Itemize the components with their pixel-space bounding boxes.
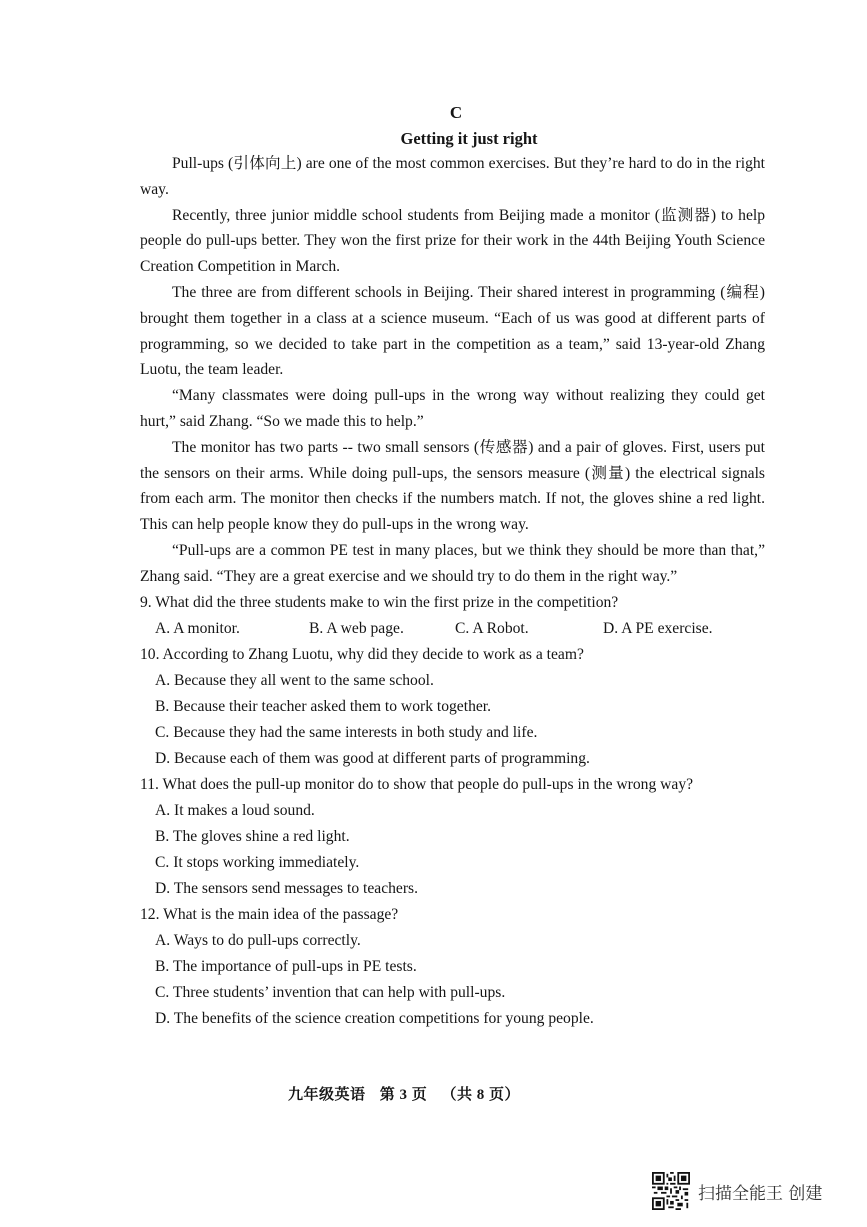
option-a: A. A monitor. [155, 620, 240, 637]
paragraph: Pull-ups (引体向上) are one of the most common exercises. But they’re hard to do in the right way. [140, 155, 765, 198]
section-letter: C [449, 103, 463, 122]
question-stem: 11. What does the pull-up monitor do to show that people do pull-ups in the wrong way? [140, 776, 694, 793]
paragraph: The three are from different schools in Beijing. Their shared interest in programming (编程) brought them together in a class at a science museum. “Each of us was good at different parts of programming, so we decided to take part in the competition as a team,” said 13-year-old Zhang Luotu, the team leader. [140, 283, 765, 379]
passage-title: Getting it just right [400, 129, 538, 148]
option-d: D. The sensors send messages to teachers. [155, 880, 419, 897]
option-b: B. The importance of pull-ups in PE tests. [155, 958, 417, 975]
qr-code-icon [652, 1172, 690, 1210]
reading-passage [140, 151, 765, 590]
question-11 [140, 772, 780, 902]
question-9 [140, 590, 780, 642]
option-row [140, 616, 780, 642]
question-12 [140, 902, 780, 1032]
question-list [140, 590, 780, 1032]
question-stem: 9. What did the three students make to win the first prize in the competition? [140, 594, 619, 611]
footer-page-number: 第 3 页 [379, 1087, 428, 1103]
option-a: A. Ways to do pull-ups correctly. [155, 932, 361, 949]
option-c: C. A Robot. [455, 620, 529, 637]
option-b: B. A web page. [309, 620, 404, 637]
question-stem: 12. What is the main idea of the passage? [140, 906, 399, 923]
option-b: B. The gloves shine a red light. [155, 828, 350, 845]
option-d: D. The benefits of the science creation competitions for young people. [155, 1010, 594, 1027]
paragraph: Recently, three junior middle school students from Beijing made a monitor (监测器) to help people do pull-ups better. They won the first prize for their work in the 44th Beijing Youth Science Creation Competition in March. [140, 206, 765, 276]
page-footer [288, 1083, 530, 1104]
option-d: D. A PE exercise. [603, 620, 713, 637]
footer-subject: 九年级英语 [288, 1087, 366, 1103]
option-a: A. Because they all went to the same school. [155, 672, 434, 689]
option-b: B. Because their teacher asked them to work together. [155, 698, 492, 715]
paragraph: “Pull-ups are a common PE test in many places, but we think they should be more than that,” Zhang said. “They are a great exercise and we should try to do them in the right way.” [140, 541, 765, 585]
scanner-label: 扫描全能王 创建 [698, 1183, 823, 1204]
option-a: A. It makes a loud sound. [155, 802, 315, 819]
option-c: C. It stops working immediately. [155, 854, 360, 871]
option-d: D. Because each of them was good at different parts of programming. [155, 750, 590, 767]
option-c: C. Because they had the same interests in both study and life. [155, 724, 538, 741]
scanner-watermark [652, 1172, 822, 1210]
question-stem: 10. According to Zhang Luotu, why did they decide to work as a team? [140, 646, 584, 663]
paragraph: “Many classmates were doing pull-ups in the wrong way without realizing they could get hurt,” said Zhang. “So we made this to help.” [140, 387, 765, 430]
footer-total-pages: （共 8 页） [441, 1087, 521, 1103]
question-10 [140, 642, 780, 772]
option-c: C. Three students’ invention that can help with pull-ups. [155, 984, 506, 1001]
paragraph: The monitor has two parts -- two small sensors (传感器) and a pair of gloves. First, users put the sensors on their arms. While doing pull-ups, the sensors measure (测量) the electrical signals from each arm. The monitor then checks if the numbers match. If not, the gloves shine a red light. This can help people know they do pull-ups in the wrong way. [140, 438, 765, 534]
